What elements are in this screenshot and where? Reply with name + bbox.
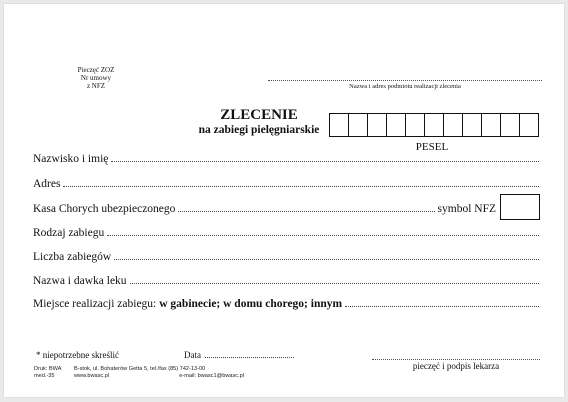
print-code: Druk: BWA [34,366,62,372]
pesel-label: PESEL [415,141,449,153]
procedure-type-field[interactable] [107,234,539,236]
stamp-line-1: Pieczęć ZOZ [77,66,115,74]
printer-website: www.bwasc.pl [74,373,110,379]
stamp-line-3: z NFZ [86,82,106,90]
procedure-count-row [33,249,539,263]
pesel-digit-box[interactable] [329,113,349,137]
printer-email: e-mail: bwasc1@bwasc.pl [179,373,244,379]
signature-line[interactable] [372,351,540,360]
form-code: med.-35 [34,373,55,379]
nfz-symbol-box[interactable] [500,194,540,220]
place-field[interactable] [345,305,539,307]
pesel-digit-box[interactable] [424,113,444,137]
pesel-digit-box[interactable] [481,113,501,137]
fund-label: Kasa Chorych ubezpieczonego [33,203,176,215]
printer-address [74,366,244,380]
date-field[interactable] [205,356,294,358]
fund-field[interactable] [178,210,434,212]
procedure-count-label: Liczba zabiegów [33,251,112,263]
name-field[interactable] [111,160,539,162]
procedure-type-label: Rodzaj zabiegu [33,227,105,239]
address-label: Adres [33,178,61,190]
name-row [33,151,539,165]
strike-note: * niepotrzebne skreślić [36,350,119,360]
date-label: Data [184,350,201,360]
form-title-sub: na zabiegi pielęgniarskie [198,124,320,136]
procedure-type-row [33,225,539,239]
printer-address-line: B-stok, ul. Bohaterów Getta 5, tel./fax (85) 742-13-00 [74,366,206,372]
provider-name-field[interactable] [268,70,542,81]
drug-row [33,273,539,287]
zoz-stamp-area [64,66,128,90]
pesel-digit-box[interactable] [386,113,406,137]
pesel-boxes[interactable] [329,113,539,137]
drug-label: Nazwa i dawka leku [33,275,127,287]
pesel-digit-box[interactable] [367,113,387,137]
name-label: Nazwisko i imię [33,153,109,165]
stamp-line-2: Nr umowy [80,74,112,82]
signature-caption: pieczęć i podpis lekarza [412,361,500,371]
form-title [190,108,328,138]
pesel-digit-box[interactable] [500,113,520,137]
procedure-count-field[interactable] [114,258,539,260]
pesel-digit-box[interactable] [443,113,463,137]
form-title-main: ZLECENIE [220,107,298,123]
pesel-digit-box[interactable] [405,113,425,137]
pesel-digit-box[interactable] [462,113,482,137]
address-row [33,176,539,190]
pesel-digit-box[interactable] [348,113,368,137]
place-row [33,296,539,310]
date-row [184,350,294,360]
print-info-left [34,366,61,380]
fund-row [33,201,499,215]
nfz-symbol-label: symbol NFZ [437,203,496,215]
address-field[interactable] [63,185,539,187]
printer-contacts [74,373,244,380]
provider-caption: Nazwa i adres podmiotu realizacji zlecenia [349,83,461,90]
place-options[interactable]: w gabinecie; w domu chorego; innym [159,298,343,310]
drug-field[interactable] [130,282,539,284]
pesel-digit-box[interactable] [519,113,539,137]
place-label: Miejsce realizacji zabiegu: [33,298,157,310]
